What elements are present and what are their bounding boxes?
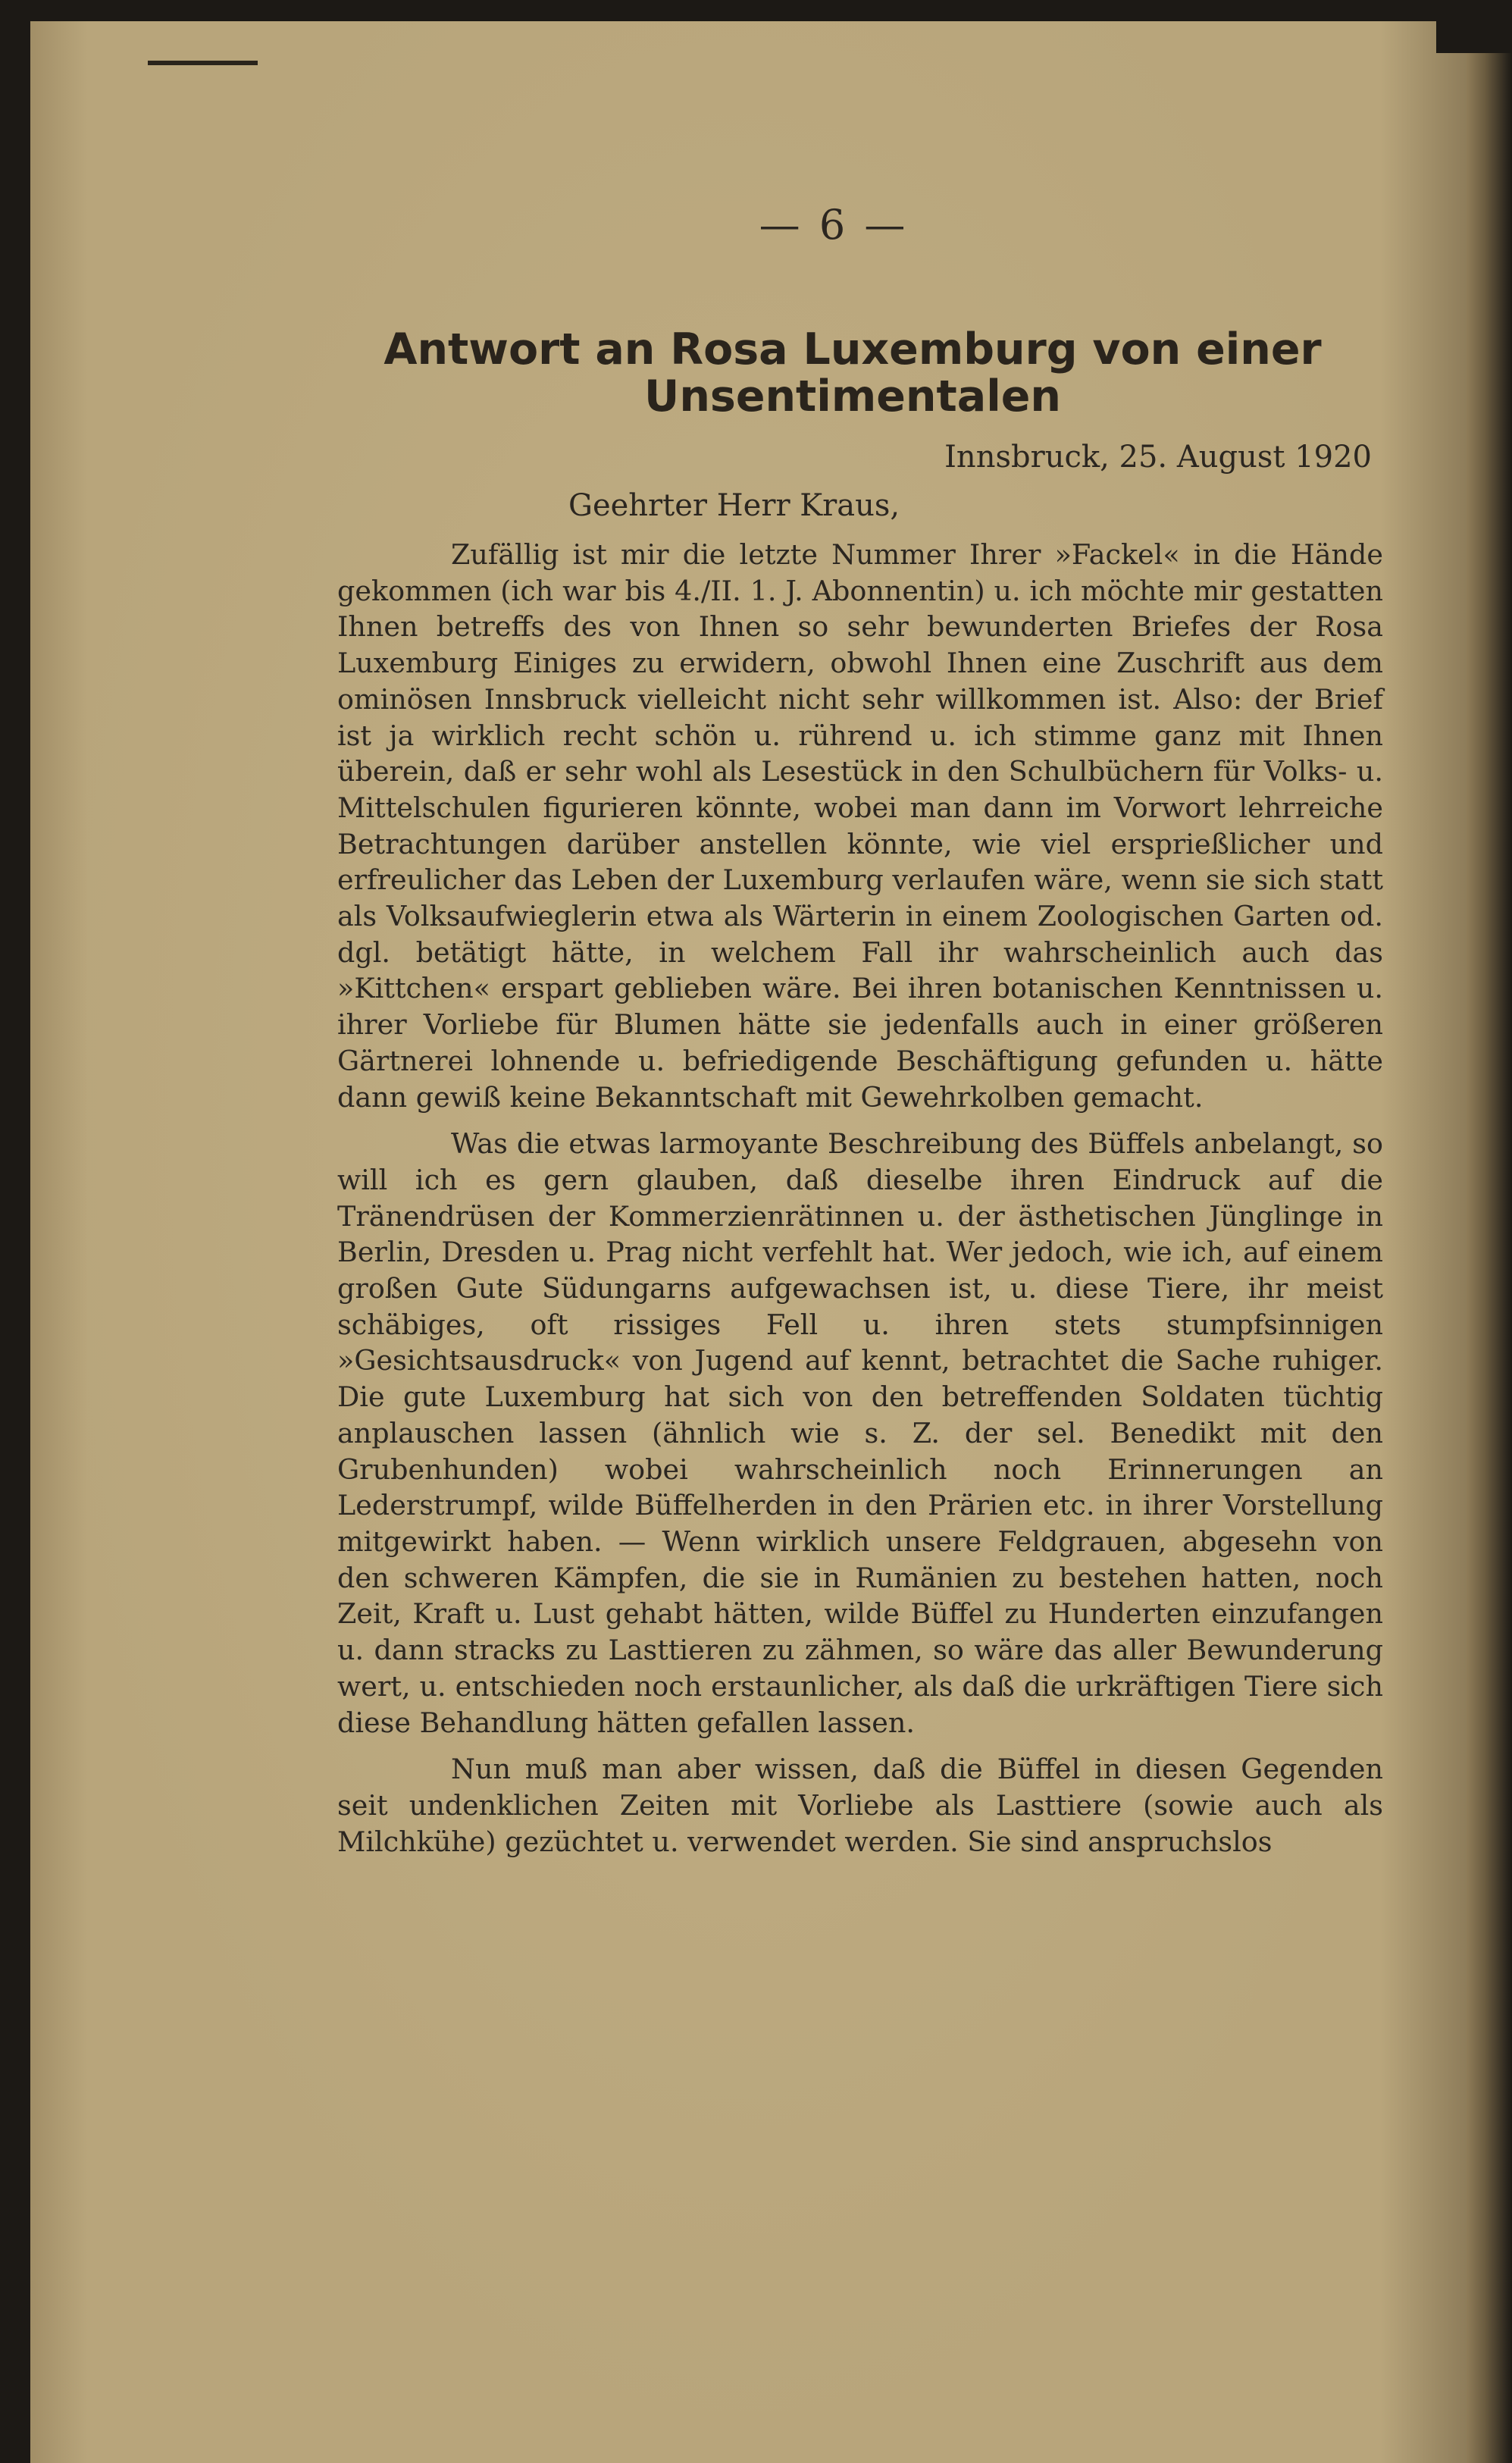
paragraph: Nun muß man aber wissen, daß die Büffel in diesen Gegenden seit undenklichen Zeiten mit Vorliebe als Lasttiere (sowie auch als Milchkühe) gezüchtet u. verwendet werden. Sie sind anspruchslos	[337, 1753, 1383, 1858]
letter-body	[337, 537, 1383, 1860]
article-title: Antwort an Rosa Luxemburg von einer Unsentimentalen	[383, 324, 1322, 421]
place-date: Innsbruck, 25. August 1920	[944, 440, 1372, 475]
page-number: — 6 —	[759, 201, 909, 249]
top-rule-mark	[148, 61, 258, 65]
paragraph: Zufällig ist mir die letzte Nummer Ihrer »Fackel« in die Hände gekommen (ich war bis 4./II. 1. J. Abonnentin) u. ich möchte mir gestatten Ihnen betreffs des von Ihnen so sehr bewunderten Briefes der Rosa Luxemburg Einiges zu erwidern, obwohl Ihnen eine Zuschrift aus dem ominösen Innsbruck vielleicht nicht sehr willkommen ist. Also: der Brief ist ja wirklich recht schön u. rührend u. ich stimme ganz mit Ihnen überein, daß er sehr wohl als Lesestück in den Schulbüchern für Volks- u. Mittelschulen figurieren könnte, wobei man dann im Vorwort lehrreiche Betrachtungen darüber anstellen könnte, wie viel ersprießlicher und erfreulicher das Leben der Luxemburg verlaufen wäre, wenn sie sich statt als Volksaufwieglerin etwa als Wärterin in einem Zoologischen Garten od. dgl. betätigt hätte, in welchem Fall ihr wahrscheinlich auch das »Kittchen« erspart geblieben wäre. Bei ihren botanischen Kenntnissen u. ihrer Vorliebe für Blumen hätte sie jedenfalls auch in einer größeren Gärtnerei lohnende u. befriedigende Beschäftigung gefunden u. hätte dann gewiß keine Bekanntschaft mit Gewehrkolben gemacht.	[337, 538, 1383, 1114]
paragraph: Was die etwas larmoyante Beschreibung des Büffels anbelangt, so will ich es gern glauben, daß dieselbe ihren Eindruck auf die Tränendrüsen der Kommerzienrätinnen u. der ästhetischen Jünglinge in Berlin, Dresden u. Prag nicht verfehlt hat. Wer jedoch, wie ich, auf einem großen Gute Südungarns aufgewachsen ist, u. diese Tiere, ihr meist schäbiges, oft rissiges Fell u. ihren stets stumpfsinnigen »Gesichtsausdruck« von Jugend auf kennt, betrachtet die Sache ruhiger. Die gute Luxemburg hat sich von den betreffenden Soldaten tüchtig anplauschen lassen (ähnlich wie s. Z. der sel. Benedikt mit den Grubenhunden) wobei wahrscheinlich noch Erinnerungen an Lederstrumpf, wilde Büffelherden in den Prärien etc. in ihrer Vorstellung mitgewirkt haben. — Wenn wirklich unsere Feldgrauen, abgesehn von den schweren Kämpfen, die sie in Rumänien zu bestehen hatten, noch Zeit, Kraft u. Lust gehabt hätten, wilde Büffel zu Hunderten einzufangen u. dann stracks zu Lasttieren zu zähmen, so wäre das aller Bewunderung wert, u. entschieden noch erstaunlicher, als daß die urkräftigen Tiere sich diese Behandlung hätten gefallen lassen.	[337, 1127, 1383, 1739]
salutation: Geehrter Herr Kraus,	[568, 488, 900, 523]
binding-edge	[1467, 0, 1512, 2463]
page-corner-shadow	[1436, 0, 1512, 53]
